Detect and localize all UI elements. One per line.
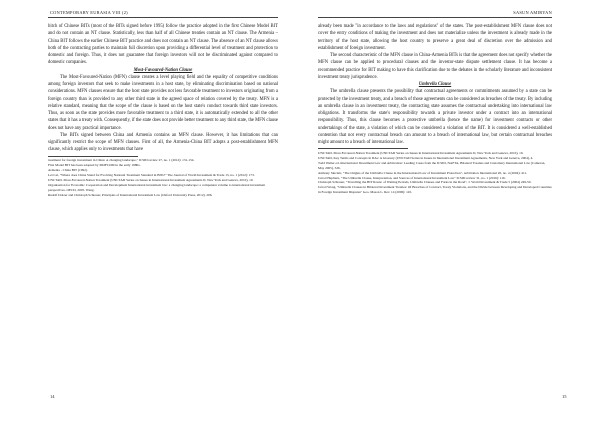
right-page — [300, 0, 600, 424]
footnote: Anthony Sinclair, "The Origins of the Umbrella Clause in the International Law of Investment Protection", Arbitration International 20, no. 4 (2004): 411. — [318, 170, 528, 175]
left-body-text — [48, 23, 278, 198]
section-heading: Most-Favoured-Nation Clause — [133, 67, 193, 73]
paragraph: bitch of Chinese BITs (most of the BITs signed before 1995) follow the practice adopted in the first Chinese Model BIT and do not contain an NT clause. Statistically, less than half of all Chinese treaties contain an NT clause. The Armenia – China BIT follows the earlier Chinese BIT practice and does not contain an NT clause. The absence of an NT clause allows both of the contracting parties to maintain full discretion upon providing a differential level of treatment and protection to domestic and foreign. Thus, it does not guarantee that foreign investors will not be discriminated against compared to domestic companies. — [48, 24, 278, 66]
footnote: Armenia - China BIT (1992). — [48, 168, 88, 173]
running-header: SASUN AMIRYAN — [513, 10, 552, 15]
footnote-rule — [48, 156, 138, 157]
footnote: UNCTAD, Key Terms and Concepts in IIAs: A Glossary (UNCTAD Series in Issues in International Investment Agreements, New York and Geneva, 2004), 4. — [318, 155, 534, 160]
header-rule — [48, 17, 278, 18]
paragraph: The second characteristic of the MFN clause in China-Armenia BITs is that the agreement does not specify whether the MFN clause can be applied to procedural clauses and the investor-state dispute settlement clause. It has become a recommended practice for BIT making to have this clarification due to the debates in the scholarly literature and inconsistent investment treaty jurisprudence. — [318, 53, 552, 80]
right-body-text — [318, 23, 552, 195]
section-heading: Umbrella Clause — [418, 82, 452, 87]
footnote: UNCTAD. Most-Favoured-Nation Treatment (UNCTAD Series on Issues in International Investment Agreements II, New York and Geneva, 2010), 10. — [48, 177, 254, 182]
footnote: Rudolf Dolzer and Christoph Schreuer, Principles of International Investment Law (Oxford University Press, 2012), 206. — [48, 192, 213, 197]
paragraph: The BITs signed between China and Armenia contains an MFN clause. However, it has limitations that can significantly restrict the scope of MFN clauses. First of all, the Armenia-China BIT adopts a post-establishment MFN clause, which applies only to investments that have — [48, 132, 278, 153]
footnote: First Model BIT has been adopted by MOFCOM in the early 1980s. — [48, 163, 141, 168]
header-rule — [318, 17, 552, 18]
footnote: Jarrod Hepburn, "The Umbrella Clause, Interpretation, and Sources of International Investment Law" ICSID review 31, no. 1 (2016): 116. — [318, 175, 506, 180]
page-number: 14 — [50, 394, 55, 399]
footnote: Lei Cai, "Where does China Stand for Evolving National Treatment Standard in BITs?" The Journal of World Investment & Trade 13, no. 1 (2012): 173. — [48, 173, 255, 178]
footnote: treatment for foreign investment in China: A changing landscape," ICSID review 27, no. 1 (2012): 131-154. — [48, 158, 195, 163]
page-number: 15 — [562, 394, 567, 399]
footnote: Jarrod Wong, "Umbrella Clauses in Bilateral Investment Treaties: Of Breaches of Contract, Treaty Violations, and the Divide between Developing and Developed Countries in Foreign Investment Disputes" Geo. Mason L. Rev. 14 (2006): 145. — [318, 185, 552, 195]
footnote: Todd Weiler ed. International Investment Law and Arbitration: Leading Cases from the ICSID, NAFTA, Bilateral Treaties and Customary International Law (Cameron, May 2005), 326. — [318, 160, 546, 170]
footnote: Organisation for Economic Cooperation and Development International investment law: a changing landscape: a companion volume to international investment perspectives. OECD, 2005. Wang. — [48, 182, 266, 192]
footnote: Christoph Schreuer, "Travelling the BIT Route: of Waiting Periods, Umbrella Clauses and Forks in the Road", J. World Investment & Trade 5 (2004) 249-50. — [318, 180, 532, 185]
footnote-rule — [318, 148, 408, 149]
paragraph: already been made "in accordance to the laws and regulations" of the states. The post-establishment MFN clause does not cover the entry conditions of making the investment and does not materialize unless the investment is already made in the territory of the host state, allowing the host country to preserve a great deal of discretion over the admission and establishment of foreign investment. — [318, 24, 552, 51]
paragraph: The Most-Favoured-Nation (MFN) clause creates a level playing field and the equality of competitive conditions among foreign investors that seek to make investments in a host state, by eliminating discrimination based on national considerations. MFN clauses ensure that the host state provides not less favorable treatment to investors originating from a foreign country than is provided to any other third state in the agreed space of relation covered by the treaty. MFN is a relative standard, meaning that the scope of the clause is based on the host state's conduct towards third state investors. Thus, as soon as the state provides more favorable treatment to a third state, it is automatically extended to all the other states that it has a treaty with. Consequently, if the state does not provide better treatment to any third state, the MFN clause does not have any practical importance. — [48, 74, 278, 131]
paragraph: The umbrella clause presents the possibility that contractual agreements or commitments assumed by a state can be protected by the investment treaty, and a breach of those agreements can be considered as breaches of the treaty. By including an umbrella clause in an investment treaty, the contracting state assumes the contractual undertaking into international law obligations. It transforms the state's responsibility towards a private investor under a contract into an international responsibility. Thus, this clause becomes a protective umbrella (hence the name) for investment contracts or other undertakings of the state, a violation of which can be considered a violation of the BIT. It is considered a well-established contention that not every contractual breach can amount to a breach of international law, but certain contractual breaches might amount to a breach of international law. — [318, 89, 552, 145]
running-header: CONTEMPORARY EURASIA VIII (2) — [50, 10, 128, 15]
footnote: UNCTAD. Most-Favoured-Nation Treatment (UNCTAD Series on Issues in International Investment Agreements II, New York and Geneva, 2010), 10. — [318, 151, 524, 156]
